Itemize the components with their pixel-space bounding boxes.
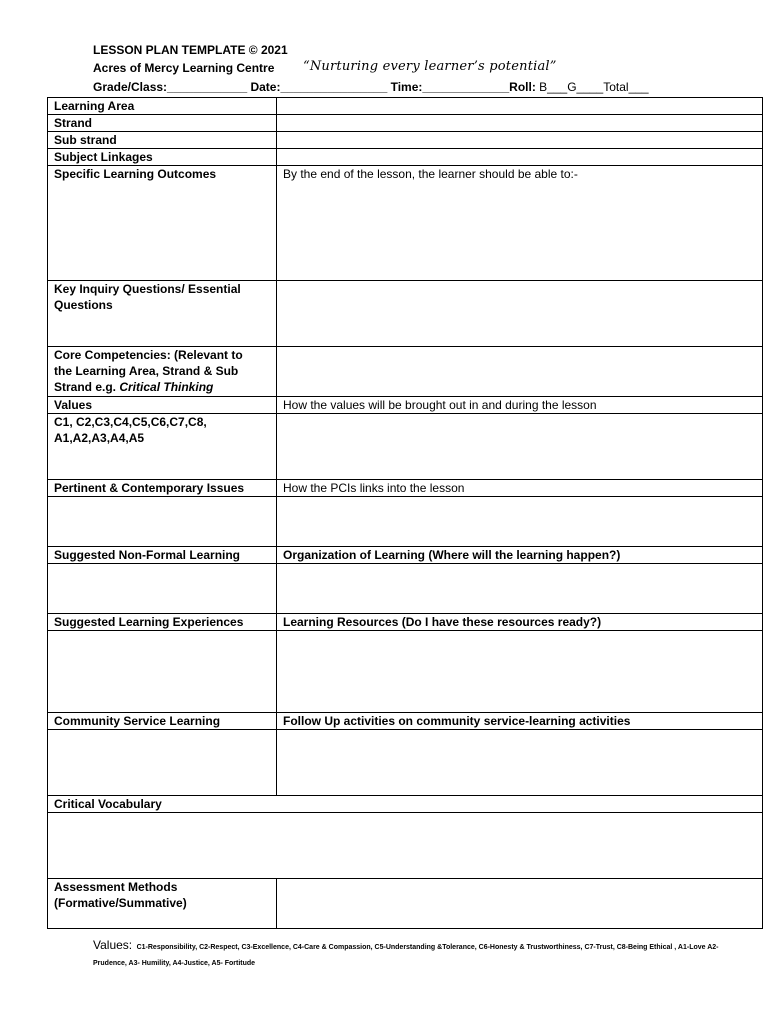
vocabulary-label: Critical Vocabulary: [48, 796, 763, 813]
table-row: [48, 98, 763, 115]
pci-right-field[interactable]: [277, 497, 763, 547]
pci-label: Pertinent & Contemporary Issues: [48, 480, 277, 497]
core-comp-line: [54, 379, 270, 395]
core-comp-prefix: Strand e.g.: [54, 380, 120, 394]
experiences-label: Suggested Learning Experiences: [48, 614, 277, 631]
table-row: [48, 813, 763, 879]
specific-outcomes-label: Specific Learning Outcomes: [48, 166, 277, 281]
follow-up-field[interactable]: [277, 730, 763, 796]
table-row: [48, 730, 763, 796]
table-row: [48, 547, 763, 564]
template-title: LESSON PLAN TEMPLATE © 2021: [93, 43, 288, 57]
values-instructions: How the values will be brought out in and during the lesson: [277, 397, 763, 414]
community-label: Community Service Learning: [48, 713, 277, 730]
values-footer-text: C1-Responsibility, C2-Respect, C3-Excellence, C4-Care & Compassion, C5-Understanding &Tolerance, C6-Honesty & Trustworthiness, C7-Trust, C8-Being Ethical , A1-Love A2-Prudence, A3- Humility, A4-Justice, A5- Fortitude: [93, 944, 719, 967]
table-row: [48, 631, 763, 713]
roll-fields[interactable]: B___G____Total___: [539, 80, 649, 94]
assessment-line: Assessment Methods: [54, 880, 178, 894]
key-inquiry-line: Key Inquiry Questions/ Essential: [54, 282, 241, 296]
table-row: [48, 149, 763, 166]
school-motto: “Nurturing every learner’s potential”: [303, 59, 557, 74]
class-info-line: [93, 80, 649, 94]
resources-label: Learning Resources (Do I have these resources ready?): [277, 614, 763, 631]
experiences-field[interactable]: [48, 631, 277, 713]
subject-linkages-label: Subject Linkages: [48, 149, 277, 166]
core-competencies-label: [48, 347, 277, 397]
vocabulary-field[interactable]: [48, 813, 763, 879]
values-codes: [48, 414, 277, 480]
table-row: [48, 713, 763, 730]
values-codes-line: A1,A2,A3,A4,A5: [54, 431, 145, 445]
table-row: [48, 564, 763, 614]
table-row: [48, 480, 763, 497]
core-comp-line: the Learning Area, Strand & Sub: [54, 364, 239, 378]
organization-label: Organization of Learning (Where will the learning happen?): [277, 547, 763, 564]
roll-label: Roll:: [509, 80, 536, 94]
table-row: [48, 796, 763, 813]
organization-field[interactable]: [277, 564, 763, 614]
non-formal-field[interactable]: [48, 564, 277, 614]
values-codes-line: C1, C2,C3,C4,C5,C6,C7,C8,: [54, 415, 207, 429]
non-formal-label: Suggested Non-Formal Learning: [48, 547, 277, 564]
resources-field[interactable]: [277, 631, 763, 713]
assessment-line: (Formative/Summative): [54, 896, 187, 910]
learning-area-field[interactable]: [277, 98, 763, 115]
table-row: [48, 397, 763, 414]
core-comp-line: Core Competencies: (Relevant to: [54, 348, 243, 362]
time-field[interactable]: Time:_____________: [390, 80, 510, 94]
table-row: [48, 281, 763, 347]
sub-strand-label: Sub strand: [48, 132, 277, 149]
key-inquiry-line: Questions: [54, 298, 113, 312]
assessment-field[interactable]: [277, 879, 763, 929]
lesson-plan-table: [47, 97, 763, 929]
values-field[interactable]: [277, 414, 763, 480]
table-row: [48, 166, 763, 281]
subject-linkages-field[interactable]: [277, 149, 763, 166]
table-row: [48, 115, 763, 132]
key-inquiry-field[interactable]: [277, 281, 763, 347]
table-row: [48, 132, 763, 149]
table-row: [48, 347, 763, 397]
table-row: [48, 497, 763, 547]
core-comp-example: Critical Thinking: [119, 380, 214, 394]
values-footer-label: Values:: [93, 938, 133, 952]
learning-area-label: Learning Area: [48, 98, 277, 115]
date-field[interactable]: Date:________________: [250, 80, 388, 94]
values-footer: [93, 938, 733, 970]
grade-class-field[interactable]: Grade/Class:____________: [93, 80, 248, 94]
community-field[interactable]: [48, 730, 277, 796]
values-label: Values: [48, 397, 277, 414]
table-row: [48, 414, 763, 480]
pci-instructions: How the PCIs links into the lesson: [277, 480, 763, 497]
pci-left-field[interactable]: [48, 497, 277, 547]
table-row: [48, 614, 763, 631]
follow-up-label: Follow Up activities on community service-learning activities: [277, 713, 763, 730]
strand-label: Strand: [48, 115, 277, 132]
specific-outcomes-field[interactable]: By the end of the lesson, the learner should be able to:-: [277, 166, 763, 281]
school-name: Acres of Mercy Learning Centre: [93, 61, 275, 75]
core-competencies-field[interactable]: [277, 347, 763, 397]
key-inquiry-label: [48, 281, 277, 347]
document-header: [93, 41, 288, 77]
assessment-label: [48, 879, 277, 929]
sub-strand-field[interactable]: [277, 132, 763, 149]
table-row: [48, 879, 763, 929]
strand-field[interactable]: [277, 115, 763, 132]
